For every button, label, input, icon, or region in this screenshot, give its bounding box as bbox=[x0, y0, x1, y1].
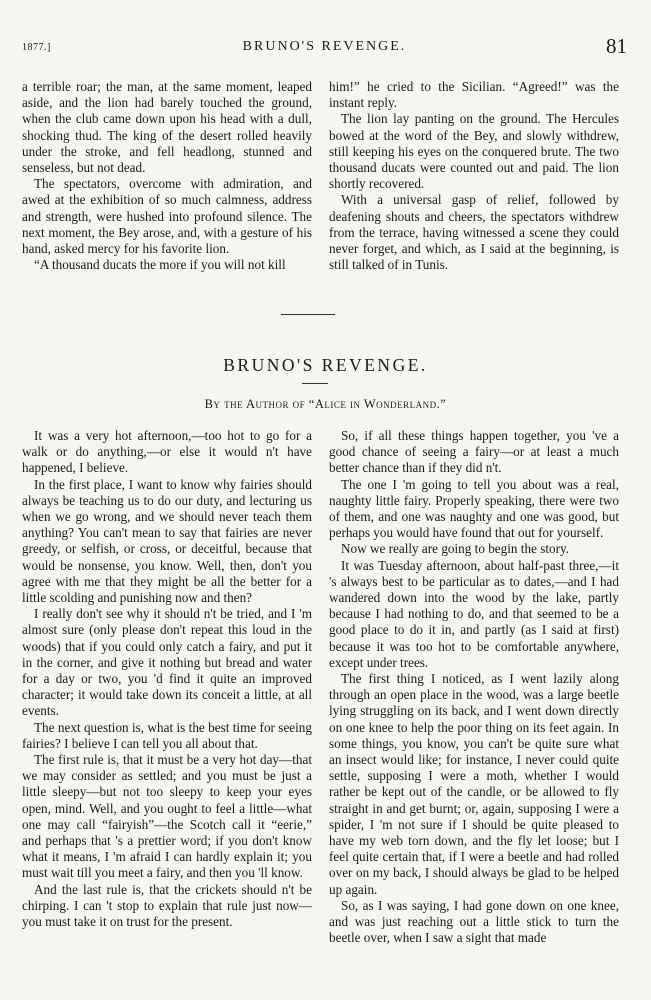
paragraph: It was a very hot afternoon,—too hot to go for a walk or do anything,—or else it would n't have happened, I believe. bbox=[22, 428, 312, 476]
article-title: BRUNO'S REVENGE. bbox=[223, 355, 428, 375]
page-number: 81 bbox=[606, 34, 627, 58]
paragraph: With a universal gasp of relief, followed by deafening shouts and cheers, the spectators withdrew from the terrace, having witnessed a scene they could never forget, and which, as I said at the beginning, is still talked of in Tunis. bbox=[329, 192, 619, 273]
article-byline: By the Author of “Alice in Wonderland.” bbox=[204, 397, 447, 411]
article-right-column bbox=[329, 428, 619, 947]
paragraph: The spectators, overcome with admiration, and awed at the exhibition of so much calmness, address and strength, were hushed into profound silence. The next moment, the Bey arose, and, with a gesture of his hand, asked mercy for his favorite lion. bbox=[22, 176, 312, 257]
paragraph: The first thing I noticed, as I went lazily along through an open place in the wood, was a large beetle lying struggling on its back, and I went down directly on one knee to help the poor thing on its feet again. In some things, you know, you can't be quite sure what an insect would like; for instance, I never could quite settle, supposing I were a moth, whether I would rather be kept out of the candle, or be allowed to fly straight in and get burnt; or, again, supposing I were a spider, I 'm not sure if I should be quite pleased to have my web torn down, and the fly let loose; but I feel quite certain that, if I were a beetle and had rolled over on my back, I should always be glad to be helped up again. bbox=[329, 671, 619, 897]
running-title: BRUNO'S REVENGE. bbox=[242, 39, 407, 54]
header-year: 1877.] bbox=[22, 42, 51, 53]
section-divider bbox=[281, 314, 335, 315]
paragraph: Now we really are going to begin the story. bbox=[341, 541, 570, 557]
paragraph: “A thousand ducats the more if you will not kill bbox=[34, 257, 286, 273]
paragraph: In the first place, I want to know why fairies should always be teaching us to do our duty, and lecturing us when we go wrong, and we should never teach them anything? You can't mean to say that fairies are never greedy, or selfish, or cross, or deceitful, because that would be nonsense, you know. Well, then, don't you agree with me that they might be all the better for a little scolding and punishing now and then? bbox=[22, 476, 312, 606]
paragraph: I really don't see why it should n't be tried, and I 'm almost sure (only please don't repeat this loud in the woods) that if you could only catch a fairy, and put it in the corner, and give it nothing but bread and water for a day or two, you 'd find it quite an improved character; it would take down its conceit a little, at all events. bbox=[22, 606, 312, 719]
paragraph: And the last rule is, that the crickets should n't be chirping. I can 't stop to explain that rule just now—you must take it on trust for the present. bbox=[22, 881, 312, 930]
paragraph: The lion lay panting on the ground. The Hercules bowed at the word of the Bey, and slowly withdrew, still keeping his eyes on the conquered brute. The two thousand ducats were counted out and paid. The lion shortly recovered. bbox=[329, 111, 619, 192]
paragraph: The one I 'm going to tell you about was a real, naughty little fairy. Properly speaking, there were two of them, and one was naughty and one was good, but perhaps you would have found that out for yourself. bbox=[329, 476, 619, 541]
article-left-column bbox=[22, 428, 312, 930]
title-rule bbox=[302, 383, 328, 384]
paragraph: So, if all these things happen together, you 've a good chance of seeing a fairy—or at least a much better chance than if they did n't. bbox=[329, 428, 619, 476]
paragraph: The next question is, what is the best time for seeing fairies? I believe I can tell you all about that. bbox=[22, 719, 312, 751]
previous-story-right-column bbox=[329, 79, 619, 273]
previous-story-left-column bbox=[22, 79, 312, 273]
paragraph: a terrible roar; the man, at the same moment, leaped aside, and the lion had barely touched the ground, when the club came down upon his head with a dull, shocking thud. The king of the desert rolled heavily under the stroke, and fell headlong, stunned and senseless, but not dead. bbox=[22, 79, 312, 176]
running-header bbox=[22, 36, 627, 58]
paragraph: It was Tuesday afternoon, about half-past three,—it 's always best to be particular as to dates,—and I had wandered down into the wood by the lake, partly because I had nothing to do, and that seemed to be a good place to do it in, and partly (as I said at first) because it was too hot to be comfortable anywhere, except under trees. bbox=[329, 557, 619, 670]
paragraph: him!” he cried to the Sicilian. “Agreed!” was the instant reply. bbox=[329, 79, 619, 111]
paragraph: The first rule is, that it must be a very hot day—that we may consider as settled; and you must be just a little sleepy—but not too sleepy to keep your eyes open, mind. Well, and you ought to feel a little—what one may call “fairyish”—the Scotch call it “eerie,” and perhaps that 's a prettier word; if you don't know what it means, I 'm afraid I can hardly explain it; you must wait till you meet a fairy, and then you 'll know. bbox=[22, 752, 312, 881]
paragraph: So, as I was saying, I had gone down on one knee, and was just reaching out a little stick to turn the beetle over, when I saw a sight that made bbox=[329, 897, 619, 946]
